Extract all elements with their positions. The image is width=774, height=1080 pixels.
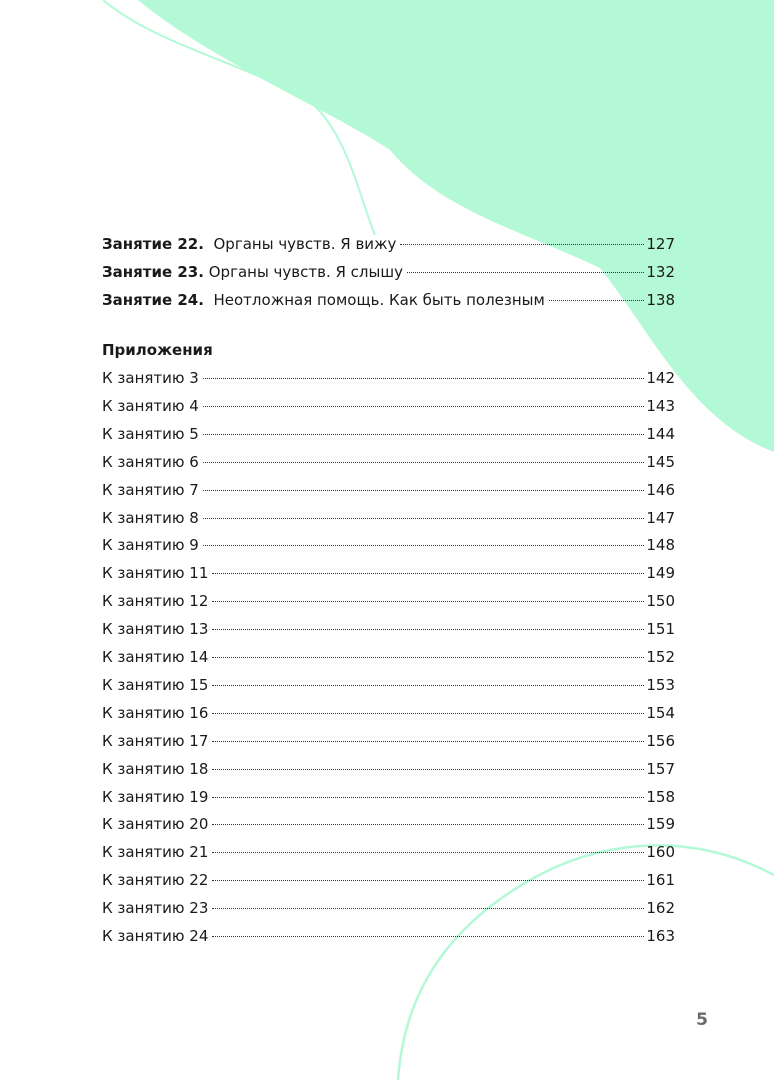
page-ref: 132 xyxy=(646,263,675,281)
entry-title: К занятию 4 xyxy=(102,396,199,415)
entry-title: Неотложная помощь. Как быть полезным xyxy=(213,291,545,309)
entry-title: К занятию 24 xyxy=(102,927,209,945)
entry-title: К занятию 18 xyxy=(102,759,209,778)
dot-leader xyxy=(212,769,644,770)
entry-title: К занятию 13 xyxy=(102,620,209,639)
appendix-entry[interactable] xyxy=(102,617,675,641)
dot-leader xyxy=(212,852,644,853)
page-ref: 163 xyxy=(646,927,675,945)
dot-leader xyxy=(203,462,645,463)
page-ref: 160 xyxy=(646,843,675,862)
entry-title: К занятию 11 xyxy=(102,564,209,583)
entry-title: К занятию 17 xyxy=(102,731,209,750)
appendix-entry[interactable] xyxy=(102,533,675,557)
appendix-entry[interactable] xyxy=(102,645,675,669)
page-ref: 147 xyxy=(646,508,675,527)
dot-leader xyxy=(212,685,644,686)
dot-leader xyxy=(212,713,644,714)
entry-title: Органы чувств. Я вижу xyxy=(213,235,397,253)
dot-leader xyxy=(212,936,644,937)
page-ref: 142 xyxy=(646,369,675,387)
dot-leader xyxy=(549,300,645,301)
dot-leader xyxy=(212,908,644,909)
page-ref: 148 xyxy=(646,536,675,555)
page-ref: 162 xyxy=(646,899,675,918)
page-number: 5 xyxy=(696,1010,708,1030)
dot-leader xyxy=(203,545,645,546)
appendix-entry[interactable] xyxy=(102,589,675,613)
dot-leader xyxy=(203,406,645,407)
page-ref: 150 xyxy=(646,592,675,611)
page-ref: 127 xyxy=(646,235,675,253)
lesson-number: Занятие 22. xyxy=(102,235,204,253)
dot-leader xyxy=(407,272,644,273)
appendix-entry[interactable] xyxy=(102,561,675,585)
entry-title: К занятию 3 xyxy=(102,369,199,387)
page-ref: 143 xyxy=(646,396,675,415)
dot-leader xyxy=(212,629,644,630)
appendix-entry[interactable] xyxy=(102,729,675,753)
dot-leader xyxy=(400,244,644,245)
dot-leader xyxy=(212,657,644,658)
page-ref: 151 xyxy=(646,620,675,639)
appendix-entry[interactable] xyxy=(102,366,675,390)
dot-leader xyxy=(203,434,645,435)
appendix-entry[interactable] xyxy=(102,840,675,864)
entry-title: К занятию 14 xyxy=(102,648,209,666)
dot-leader xyxy=(203,378,645,379)
page-ref: 159 xyxy=(646,815,675,834)
toc-entry[interactable] xyxy=(102,288,675,312)
page-ref: 157 xyxy=(646,759,675,778)
entry-title: К занятию 6 xyxy=(102,452,199,471)
appendix-entry[interactable] xyxy=(102,701,675,725)
toc-entry[interactable] xyxy=(102,260,675,284)
entry-title: Органы чувств. Я слышу xyxy=(208,263,403,281)
page-ref: 156 xyxy=(646,731,675,750)
appendix-entry[interactable] xyxy=(102,812,675,836)
dot-leader xyxy=(212,601,644,602)
appendix-entry[interactable] xyxy=(102,450,675,474)
entry-title: К занятию 5 xyxy=(102,424,199,443)
lesson-number: Занятие 23. xyxy=(102,263,204,281)
entry-title: К занятию 20 xyxy=(102,815,209,834)
dot-leader xyxy=(203,518,645,519)
page-ref: 161 xyxy=(646,871,675,890)
appendix-entry[interactable] xyxy=(102,924,675,948)
entry-title: К занятию 16 xyxy=(102,703,209,722)
entry-title: К занятию 9 xyxy=(102,536,199,555)
page-ref: 138 xyxy=(646,291,675,309)
page-ref: 146 xyxy=(646,480,675,499)
entry-title: К занятию 12 xyxy=(102,592,209,611)
page-ref: 158 xyxy=(646,787,675,806)
toc-entry[interactable] xyxy=(102,232,675,256)
page-ref: 154 xyxy=(646,703,675,722)
page-ref: 145 xyxy=(646,452,675,471)
entry-title: К занятию 19 xyxy=(102,787,209,806)
page-ref: 144 xyxy=(646,424,675,443)
appendix-entry[interactable] xyxy=(102,478,675,502)
entry-title: К занятию 21 xyxy=(102,843,209,862)
page-ref: 153 xyxy=(646,675,675,694)
dot-leader xyxy=(212,797,644,798)
appendix-entry[interactable] xyxy=(102,673,675,697)
dot-leader xyxy=(212,573,644,574)
lesson-number: Занятие 24. xyxy=(102,291,204,309)
page-ref: 149 xyxy=(646,564,675,583)
entry-title: К занятию 8 xyxy=(102,508,199,527)
appendix-entry[interactable] xyxy=(102,868,675,892)
dot-leader xyxy=(203,490,645,491)
appendix-entry[interactable] xyxy=(102,394,675,418)
dot-leader xyxy=(212,880,644,881)
entry-title: К занятию 7 xyxy=(102,480,199,499)
appendix-entry[interactable] xyxy=(102,422,675,446)
appendix-entry[interactable] xyxy=(102,506,675,530)
dot-leader xyxy=(212,741,644,742)
appendix-entry[interactable] xyxy=(102,785,675,809)
entry-title: К занятию 23 xyxy=(102,899,209,918)
dot-leader xyxy=(212,824,644,825)
appendix-entry[interactable] xyxy=(102,896,675,920)
entry-title: К занятию 15 xyxy=(102,675,209,694)
appendix-heading: Приложения xyxy=(102,341,213,359)
page-ref: 152 xyxy=(646,648,675,666)
entry-title: К занятию 22 xyxy=(102,871,209,890)
appendix-entry[interactable] xyxy=(102,757,675,781)
